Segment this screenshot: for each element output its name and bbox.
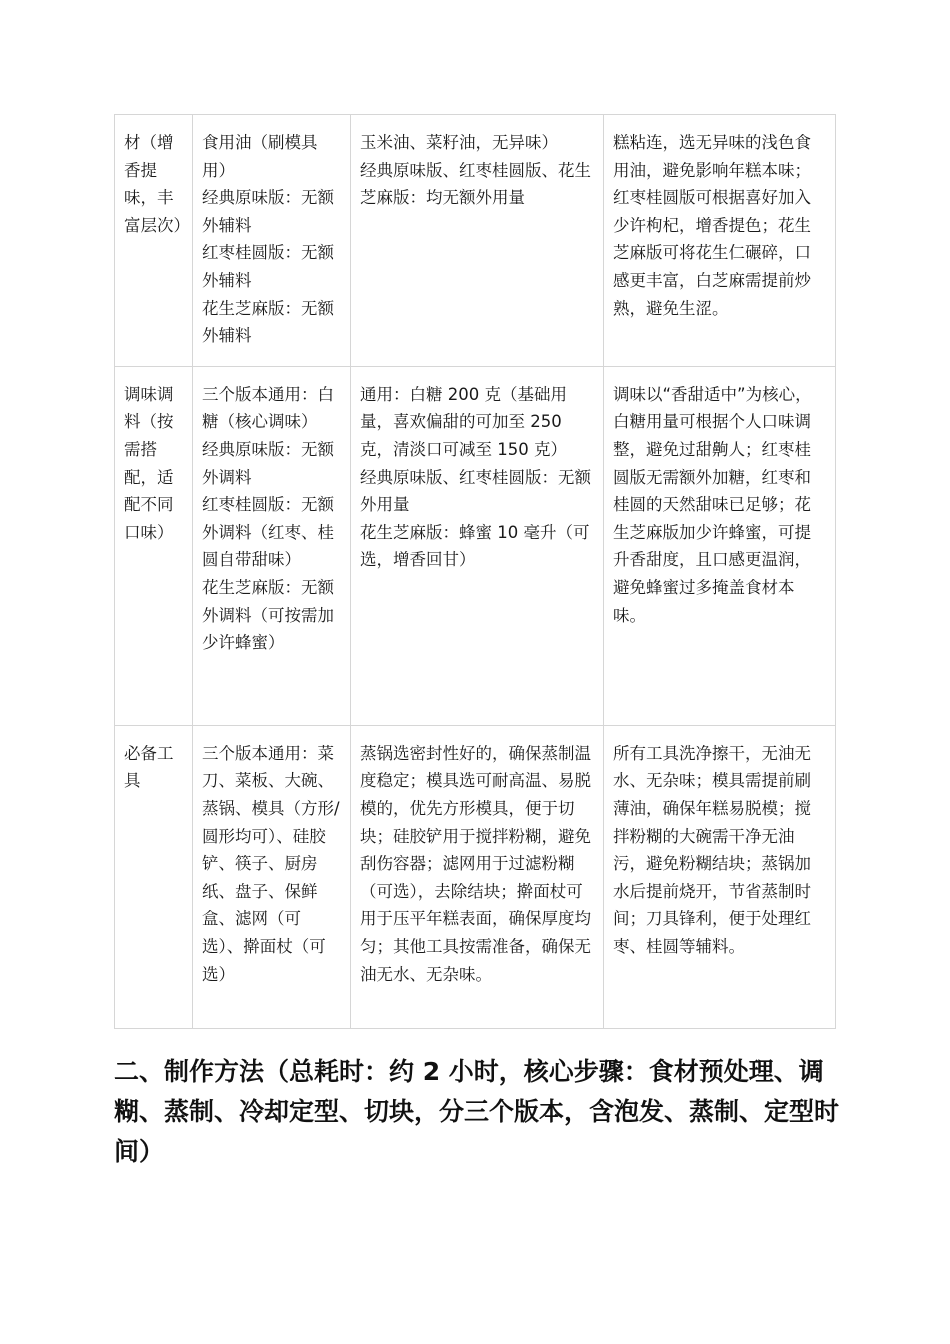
item-cell bbox=[193, 725, 351, 1028]
amount-line: 经典原味版、红枣桂圆版、花生芝麻版：均无额外用量 bbox=[360, 160, 591, 208]
notes-cell bbox=[604, 725, 836, 1028]
item-line: 红枣桂圆版：无额外辅料 bbox=[202, 243, 334, 290]
notes-text: 调味以“香甜适中”为核心，白糖用量可根据个人口味调整，避免过甜齁人；红枣桂圆版无需额外加糖，红枣和桂圆的天然甜味已足够；花生芝麻版加少许蜂蜜，可提升香甜度，且口感更温润，避免蜂蜜过多掩盖食材本味。 bbox=[613, 384, 812, 625]
amount-line: 蒸锅选密封性好的，确保蒸制温度稳定；模具选可耐高温、易脱模的，优先方形模具，便于切块；硅胶铲用于搅拌粉糊，避免刮伤容器；滤网用于过滤粉糊（可选），去除结块；擀面杖可用于压平年糕表面，确保厚度均匀；其他工具按需准备，确保无油无水、无杂味。 bbox=[360, 743, 591, 984]
item-line: 红枣桂圆版：无额外调料（红枣、桂圆自带甜味） bbox=[202, 495, 334, 570]
notes-text: 所有工具洗净擦干，无油无水、无杂味；模具需提前刷薄油，确保年糕易脱模；搅拌粉糊的大碗需干净无油污，避免粉糊结块；蒸锅加水后提前烧开，节省蒸制时间；刀具锋利，便于处理红枣、桂圆等辅料。 bbox=[613, 743, 811, 956]
notes-cell bbox=[604, 366, 836, 725]
category-text: 必备工具 bbox=[124, 743, 174, 791]
item-line: 经典原味版：无额外调料 bbox=[202, 439, 334, 487]
category-cell bbox=[115, 725, 193, 1028]
item-line: 花生芝麻版：无额外辅料 bbox=[202, 298, 334, 346]
amount-line: 玉米油、菜籽油，无异味） bbox=[360, 133, 558, 152]
item-line: 食用油（刷模具用） bbox=[202, 133, 318, 180]
category-text: 材（增香提味，丰富层次） bbox=[124, 133, 190, 235]
category-text: 调味调料（按需搭配，适配不同口味） bbox=[124, 384, 174, 542]
category-cell bbox=[115, 115, 193, 367]
item-line: 经典原味版：无额外辅料 bbox=[202, 188, 334, 235]
item-line: 花生芝麻版：无额外调料（可按需加少许蜂蜜） bbox=[202, 577, 334, 653]
amount-line: 经典原味版、红枣桂圆版：无额外用量 bbox=[360, 467, 591, 515]
item-cell bbox=[193, 366, 351, 725]
amount-cell bbox=[351, 366, 604, 725]
table-row bbox=[115, 366, 836, 725]
notes-text: 糕粘连，选无异味的浅色食用油，避免影响年糕本味；红枣桂圆版可根据喜好加入少许枸杞，增香提色；花生芝麻版可将花生仁碾碎，口感更丰富，白芝麻需提前炒熟，避免生涩。 bbox=[613, 133, 811, 318]
notes-cell bbox=[604, 115, 836, 367]
amount-cell bbox=[351, 115, 604, 367]
category-cell bbox=[115, 366, 193, 725]
ingredients-table bbox=[114, 114, 836, 1029]
item-line: 三个版本通用：白糖（核心调味） bbox=[202, 384, 334, 432]
item-line: 三个版本通用：菜刀、菜板、大碗、蒸锅、模具（方形/圆形均可）、硅胶铲、筷子、厨房纸、盘子、保鲜盒、滤网（可选）、擀面杖（可选） bbox=[202, 743, 340, 984]
amount-cell bbox=[351, 725, 604, 1028]
item-cell bbox=[193, 115, 351, 367]
section-heading: 二、制作方法（总耗时：约 2 小时，核心步骤：食材预处理、调糊、蒸制、冷却定型、切块，分三个版本，含泡发、蒸制、定型时间） bbox=[114, 1057, 840, 1166]
amount-line: 通用：白糖 200 克（基础用量，喜欢偏甜的可加至 250 克，清淡口可减至 150 克） bbox=[360, 384, 567, 459]
amount-line: 花生芝麻版：蜂蜜 10 毫升（可选，增香回甘） bbox=[360, 522, 590, 570]
table-row bbox=[115, 725, 836, 1028]
table-row bbox=[115, 115, 836, 367]
